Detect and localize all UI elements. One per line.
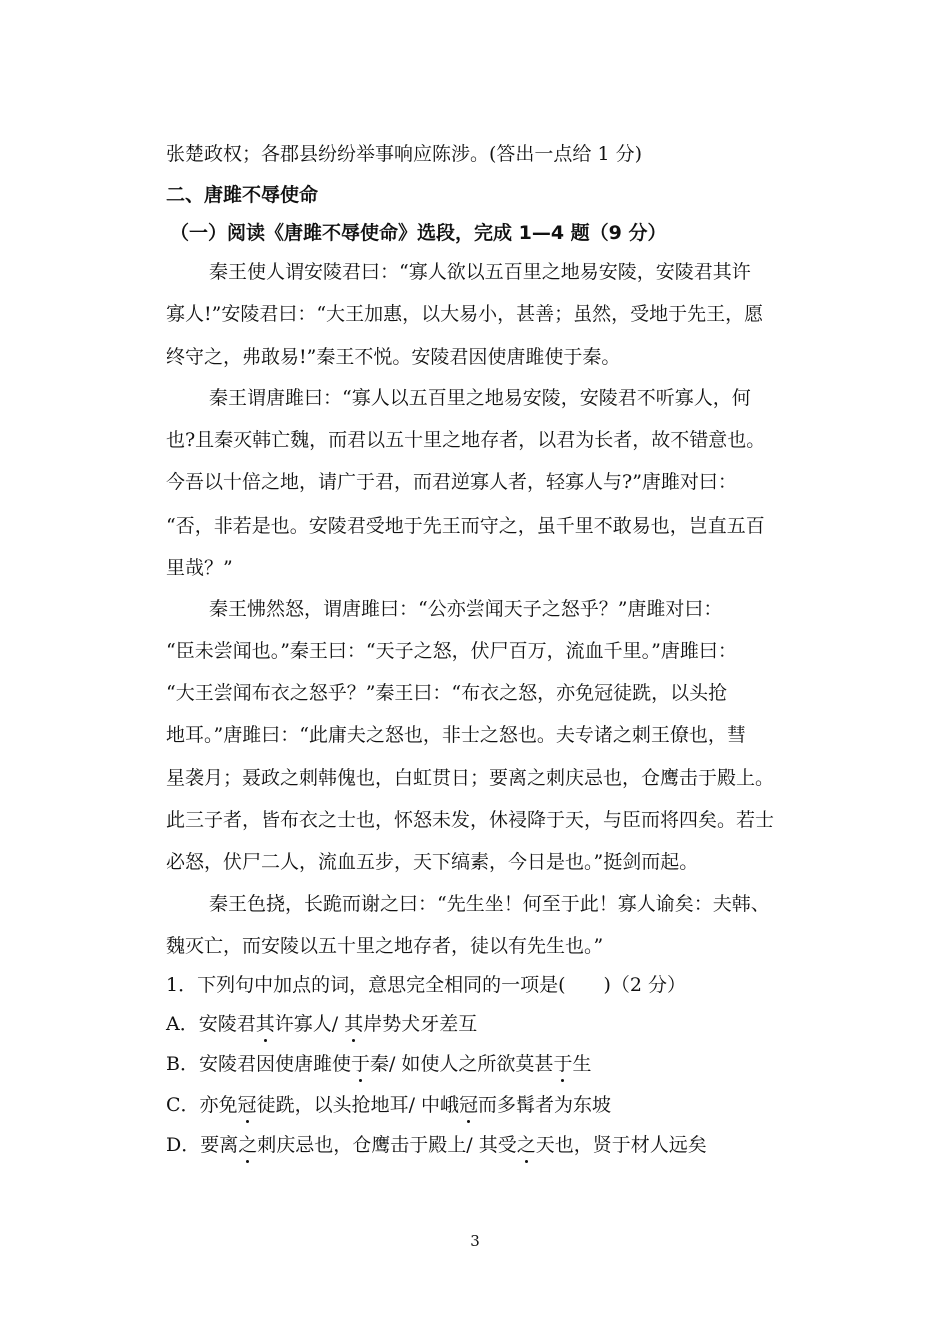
- dotted-word: 冠: [237, 1094, 257, 1116]
- passage-line: 秦王谓唐雎曰：“寡人以五百里之地易安陵，安陵君不听寡人，何: [209, 387, 751, 409]
- text-line: 张楚政权；各郡县纷纷举事响应陈涉。(答出一点给 1 分): [166, 143, 642, 165]
- subsection-heading: （一）阅读《唐雎不辱使命》选段，完成 1—4 题（9 分）: [170, 222, 667, 244]
- dotted-word: 之: [516, 1134, 536, 1156]
- passage-line: 秦王使人谓安陵君曰：“寡人欲以五百里之地易安陵，安陵君其许: [209, 261, 751, 283]
- option-b: B．安陵君因使唐雎使于秦/ 如使人之所欲莫甚于生: [166, 1053, 592, 1075]
- dotted-word: 于: [553, 1053, 573, 1075]
- passage-line: 魏灭亡，而安陵以五十里之地存者，徒以有先生也。”: [166, 935, 604, 957]
- dotted-word: 于: [350, 1053, 370, 1075]
- passage-line: 也?且秦灭韩亡魏，而君以五十里之地存者，以君为长者，故不错意也。: [166, 429, 766, 451]
- passage-line: 秦王色挠，长跪而谢之曰：“先生坐！何至于此！寡人谕矣：夫韩、: [209, 893, 770, 915]
- dotted-word: 之: [238, 1134, 258, 1156]
- passage-line: 必怒，伏尸二人，流血五步，天下缟素，今日是也。”挺剑而起。: [166, 851, 699, 873]
- dotted-word: 冠: [459, 1094, 479, 1116]
- passage-line: 今吾以十倍之地，请广于君，而君逆寡人者，轻寡人与?”唐雎对曰：: [166, 471, 737, 493]
- passage-line: 里哉？”: [166, 557, 233, 579]
- question-stem: 1．下列句中加点的词，意思完全相同的一项是( )（2 分）: [166, 974, 687, 996]
- passage-line: “臣未尝闻也。”秦王曰：“天子之怒，伏尸百万，流血千里。”唐雎曰：: [166, 640, 737, 662]
- dotted-word: 其: [255, 1013, 275, 1035]
- passage-line: 寡人!”安陵君曰：“大王加惠，以大易小，甚善；虽然，受地于先王，愿: [166, 303, 764, 325]
- option-d: D．要离之刺庆忌也，仓鹰击于殿上/ 其受之天也，贤于材人远矣: [166, 1134, 707, 1156]
- section-heading: 二、唐雎不辱使命: [166, 184, 319, 206]
- dotted-word: 其: [344, 1013, 364, 1035]
- passage-line: 此三子者，皆布衣之士也，怀怒未发，休祲降于天，与臣而将四矣。若士: [166, 809, 775, 831]
- passage-line: 星袭月；聂政之刺韩傀也，白虹贯日；要离之刺庆忌也，仓鹰击于殿上。: [166, 767, 775, 789]
- option-c: C．亦免冠徒跣，以头抢地耳/ 中峨冠而多髯者为东坡: [166, 1094, 612, 1116]
- page-number: 3: [470, 1232, 480, 1250]
- passage-line: “大王尝闻布衣之怒乎？”秦王曰：“布衣之怒，亦免冠徒跣，以头抢: [166, 682, 728, 704]
- passage-line: “否，非若是也。安陵君受地于先王而守之，虽千里不敢易也，岂直五百: [166, 515, 765, 537]
- option-a: A．安陵君其许寡人/ 其岸势犬牙差互: [166, 1013, 478, 1035]
- passage-line: 终守之，弗敢易!”秦王不悦。安陵君因使唐雎使于秦。: [166, 346, 621, 368]
- passage-line: 地耳。”唐雎曰：“此庸夫之怒也，非士之怒也。夫专诸之刺王僚也，彗: [166, 724, 746, 746]
- passage-line: 秦王怫然怒，谓唐雎曰：“公亦尝闻天子之怒乎？”唐雎对曰：: [209, 598, 723, 620]
